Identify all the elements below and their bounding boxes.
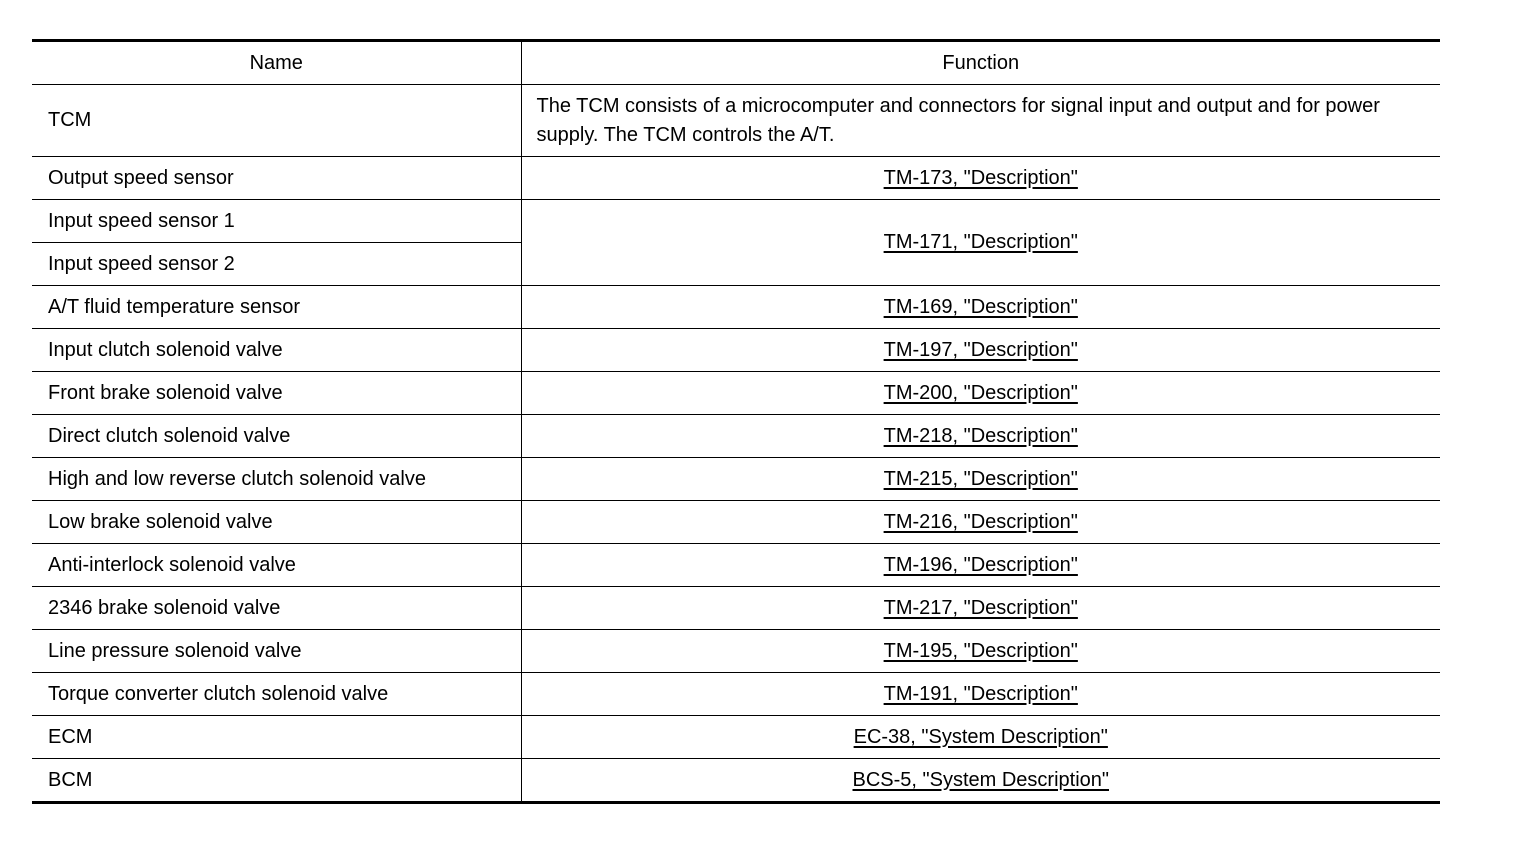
- description-link[interactable]: TM-191, "Description": [883, 682, 1078, 705]
- row-function-cell: [521, 759, 1440, 803]
- description-link[interactable]: TM-215, "Description": [883, 467, 1078, 490]
- table-row: [32, 501, 1440, 544]
- row-name: ECM: [32, 716, 521, 759]
- description-link[interactable]: TM-171, "Description": [883, 231, 1078, 253]
- row-function-cell: [521, 286, 1440, 329]
- row-function-cell: [521, 587, 1440, 630]
- table-row: [32, 200, 1440, 243]
- row-name: A/T fluid temperature sensor: [32, 286, 521, 329]
- description-link[interactable]: TM-169, "Description": [883, 295, 1078, 318]
- table-row: [32, 85, 1440, 157]
- row-function-cell: [521, 716, 1440, 759]
- column-header-name: Name: [32, 41, 521, 85]
- row-function-cell: [521, 458, 1440, 501]
- table-row: [32, 372, 1440, 415]
- description-link[interactable]: TM-196, "Description": [883, 553, 1078, 576]
- row-name: Low brake solenoid valve: [32, 501, 521, 544]
- row-name: TCM: [32, 85, 521, 157]
- table-row: [32, 630, 1440, 673]
- description-link[interactable]: TM-173, "Description": [883, 166, 1078, 189]
- table-header-row: [32, 41, 1440, 85]
- table-row: [32, 415, 1440, 458]
- row-function-cell: [521, 200, 1440, 286]
- row-name: High and low reverse clutch solenoid valve: [32, 458, 521, 501]
- row-function-cell: [521, 544, 1440, 587]
- description-link[interactable]: TM-197, "Description": [883, 338, 1078, 361]
- row-function-cell: [521, 673, 1440, 716]
- row-name: Front brake solenoid valve: [32, 372, 521, 415]
- row-name: Anti-interlock solenoid valve: [32, 544, 521, 587]
- row-name: Line pressure solenoid valve: [32, 630, 521, 673]
- description-link[interactable]: TM-200, "Description": [883, 381, 1078, 404]
- description-link[interactable]: BCS-5, "System Description": [852, 768, 1109, 791]
- row-name: Output speed sensor: [32, 157, 521, 200]
- description-link[interactable]: TM-218, "Description": [883, 424, 1078, 447]
- description-link[interactable]: TM-216, "Description": [883, 510, 1078, 533]
- row-name: Input speed sensor 1: [32, 200, 521, 243]
- row-function-cell: [521, 157, 1440, 200]
- description-link[interactable]: EC-38, "System Description": [853, 725, 1108, 748]
- row-name: BCM: [32, 759, 521, 803]
- column-header-function: Function: [521, 41, 1440, 85]
- table-row: [32, 544, 1440, 587]
- row-function-cell: [521, 372, 1440, 415]
- row-function-cell: [521, 630, 1440, 673]
- table-row: [32, 286, 1440, 329]
- table-row: [32, 716, 1440, 759]
- row-function-cell: [521, 501, 1440, 544]
- row-name: Torque converter clutch solenoid valve: [32, 673, 521, 716]
- description-link[interactable]: TM-217, "Description": [883, 596, 1078, 619]
- table-row: [32, 157, 1440, 200]
- row-name: Input speed sensor 2: [32, 243, 521, 286]
- table-row: [32, 673, 1440, 716]
- row-name: Direct clutch solenoid valve: [32, 415, 521, 458]
- row-function-cell: [521, 415, 1440, 458]
- table-row: [32, 587, 1440, 630]
- table-row: [32, 759, 1440, 803]
- table-row: [32, 458, 1440, 501]
- table-row: [32, 329, 1440, 372]
- row-function-text: The TCM consists of a microcomputer and connectors for signal input and output and for power supply. The TCM controls the A/T.: [521, 85, 1440, 157]
- row-function-cell: [521, 329, 1440, 372]
- row-name: 2346 brake solenoid valve: [32, 587, 521, 630]
- row-name: Input clutch solenoid valve: [32, 329, 521, 372]
- component-function-table: [32, 39, 1440, 804]
- description-link[interactable]: TM-195, "Description": [883, 639, 1078, 662]
